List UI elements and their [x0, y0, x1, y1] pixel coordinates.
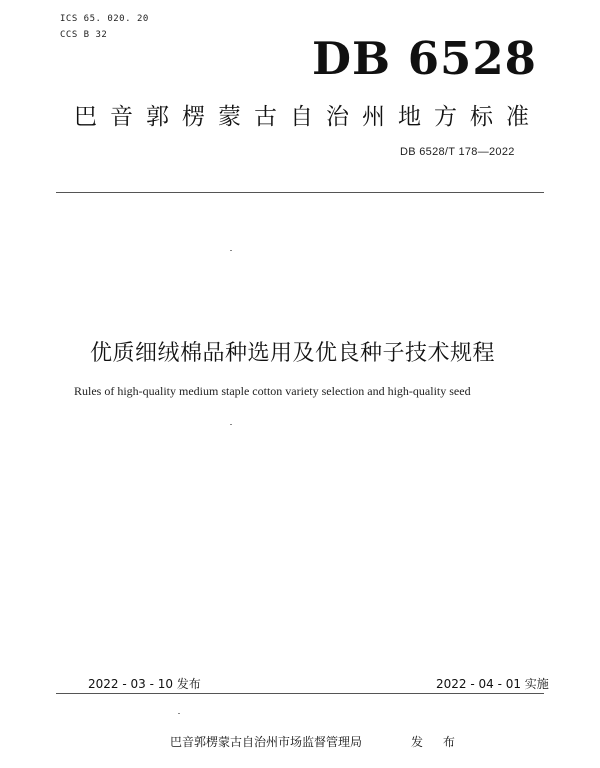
publish-label: 发 布: [411, 735, 463, 749]
scan-speck: [230, 250, 232, 251]
publisher-name: 巴音郭楞蒙古自治州市场监督管理局: [170, 735, 363, 749]
ccs-code: CCS B 32: [60, 30, 108, 40]
standard-number: DB 6528/T 178—2022: [400, 146, 515, 158]
implementation-date: 2022 - 04 - 01 实施: [436, 677, 549, 691]
db-code-logo: DB 6528: [312, 32, 537, 85]
top-divider: [56, 192, 544, 193]
ics-code: ICS 65. 020. 20: [60, 14, 149, 24]
issue-date: 2022 - 03 - 10 发布: [88, 677, 201, 691]
document-title-zh: 优质细绒棉品种选用及优良种子技术规程: [90, 341, 496, 366]
scan-speck: [178, 713, 180, 714]
issuer-title: 巴音郭楞蒙古自治州地方标准: [74, 104, 542, 130]
document-title-en: Rules of high-quality medium staple cotton variety selection and high-quality seed: [74, 384, 471, 398]
bottom-divider: [56, 693, 544, 694]
scan-speck: [230, 424, 232, 425]
